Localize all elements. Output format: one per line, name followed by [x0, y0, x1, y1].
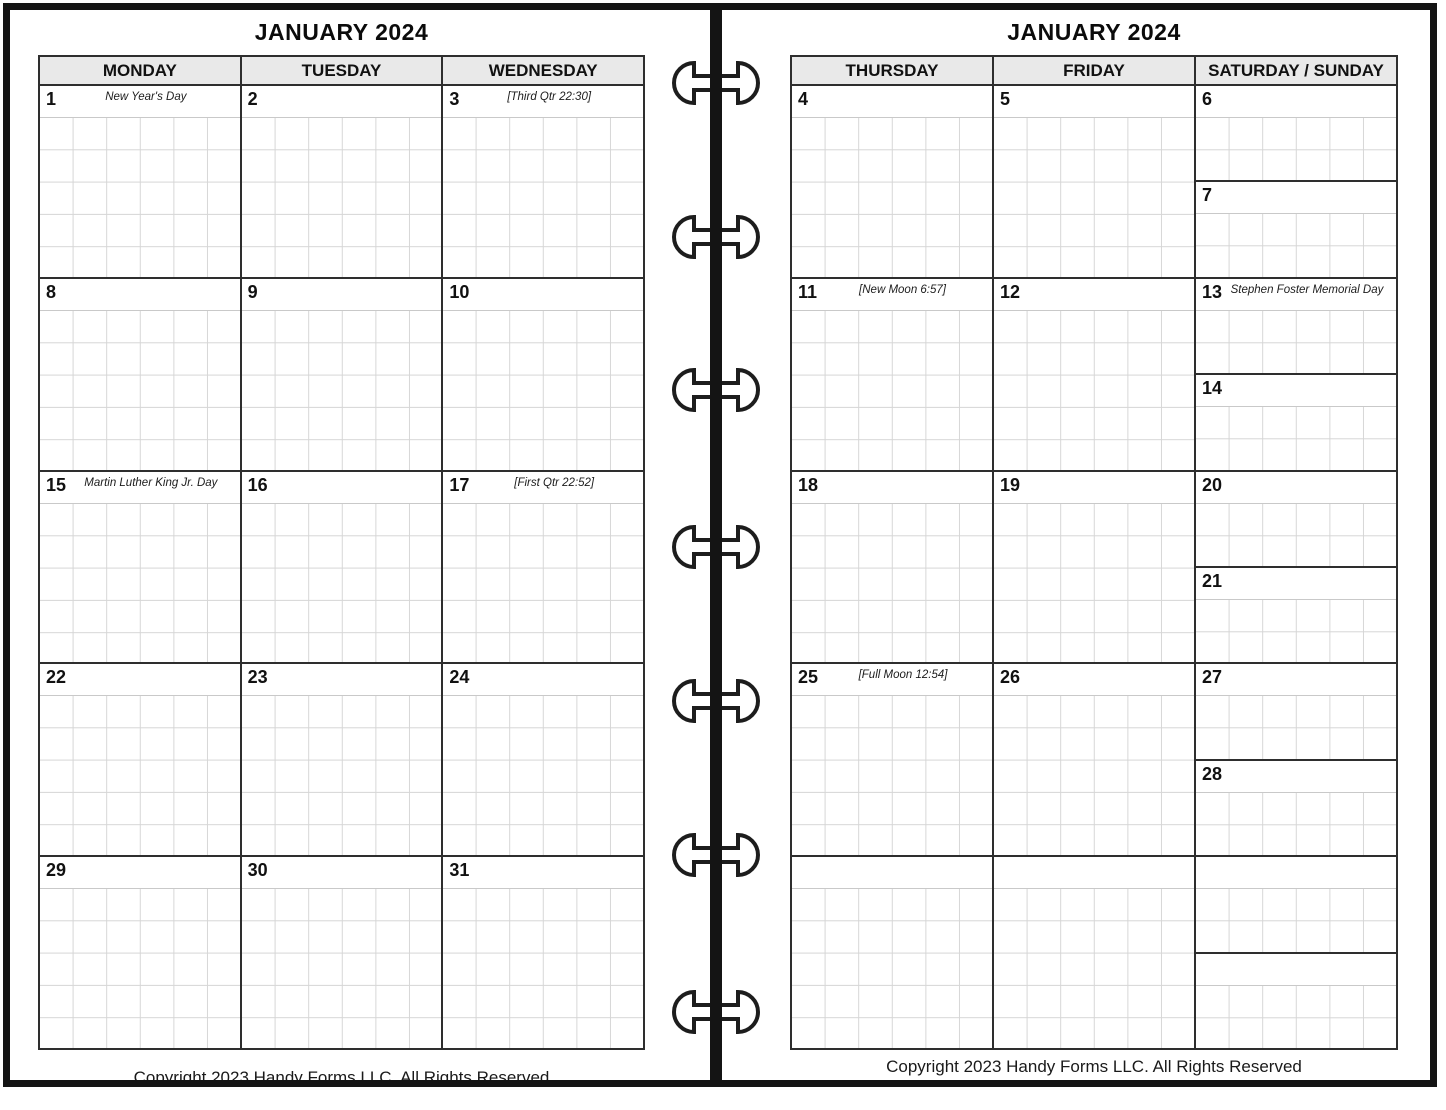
day-band [443, 857, 643, 889]
day-band [1196, 664, 1396, 696]
day-cell [40, 664, 242, 855]
day-number: 9 [247, 281, 258, 302]
day-note [268, 859, 438, 862]
day-note: Stephen Foster Memorial Day [1230, 283, 1384, 296]
day-band [242, 279, 442, 311]
day-number: 22 [46, 667, 67, 688]
day-band [1196, 857, 1396, 889]
day-note [798, 859, 988, 862]
day-note [1212, 88, 1392, 91]
month-title-right: JANUARY 2024 [1007, 19, 1181, 45]
day-number: 5 [1000, 89, 1011, 109]
day-band [242, 857, 442, 889]
day-note: Martin Luther King Jr. Day [84, 476, 218, 489]
week-row [40, 277, 643, 470]
day-number: 3 [449, 89, 460, 109]
day-number: 12 [1000, 281, 1021, 302]
day-band [242, 664, 442, 696]
writing-grid [443, 504, 643, 663]
binder-spine [710, 3, 722, 1087]
day-number: 20 [1202, 474, 1223, 495]
day-band [1196, 375, 1396, 407]
day-band [1196, 182, 1396, 214]
day-note: [Full Moon 12:54] [858, 669, 948, 682]
day-note [268, 666, 438, 669]
writing-grid [40, 696, 240, 855]
day-header-monday: MONDAY [40, 57, 242, 84]
week-row [40, 855, 643, 1048]
day-number: 31 [449, 860, 470, 881]
day-cell [443, 857, 643, 1048]
day-cell [242, 857, 444, 1048]
day-cell [242, 86, 444, 277]
writing-grid [792, 889, 992, 1048]
day-band [994, 664, 1194, 696]
day-note [258, 281, 438, 284]
week-row [792, 84, 1396, 277]
day-cell [242, 472, 444, 663]
writing-grid [792, 696, 992, 855]
day-cell [792, 279, 994, 470]
sunday-cell [1196, 373, 1396, 469]
day-number: 14 [1202, 378, 1223, 399]
writing-grid [994, 504, 1194, 663]
day-number: 17 [449, 474, 470, 495]
day-band [443, 664, 643, 696]
day-note: [Third Qtr 22:30] [507, 91, 592, 103]
day-band [994, 279, 1194, 311]
writing-grid [1196, 889, 1396, 951]
day-band [792, 664, 992, 696]
day-band [994, 857, 1194, 889]
day-note [1202, 859, 1392, 862]
day-band [1196, 279, 1396, 311]
day-cell [40, 472, 242, 663]
week-row [40, 84, 643, 277]
day-note [1222, 377, 1392, 380]
day-band [994, 472, 1194, 504]
day-band [792, 86, 992, 118]
day-number: 25 [798, 667, 819, 688]
writing-grid [792, 118, 992, 277]
month-table-left [38, 55, 645, 1050]
day-note [268, 474, 438, 477]
writing-grid [1196, 214, 1396, 276]
day-band [792, 472, 992, 504]
day-note: [First Qtr 22:52] [514, 476, 595, 489]
day-band [40, 279, 240, 311]
day-note [1000, 859, 1190, 862]
writing-grid [994, 311, 1194, 470]
writing-grid [443, 118, 643, 277]
writing-grid [40, 118, 240, 277]
writing-grid [1196, 311, 1396, 373]
day-header-saturday-sunday: SATURDAY / SUNDAY [1208, 60, 1384, 80]
day-header-wednesday: WEDNESDAY [488, 60, 598, 80]
day-number: 7 [1202, 185, 1213, 206]
week-row [792, 277, 1396, 470]
day-band [40, 472, 240, 504]
day-band [792, 857, 992, 889]
day-note [1222, 763, 1392, 766]
day-number: 21 [1202, 571, 1223, 591]
day-cell [994, 472, 1196, 663]
copyright-text-right: Copyright 2023 Handy Forms LLC. All Rights Reserved [886, 1057, 1302, 1076]
day-band [242, 86, 442, 118]
day-band [40, 664, 240, 696]
day-number: 26 [1000, 667, 1021, 688]
weekend-cell [1196, 279, 1396, 470]
day-number: 30 [247, 860, 268, 881]
day-number: 23 [247, 667, 268, 688]
day-cell [792, 664, 994, 855]
writing-grid [242, 118, 442, 277]
weekend-cell [1196, 472, 1396, 663]
day-note [1212, 184, 1392, 187]
writing-grid [994, 889, 1194, 1048]
writing-grid [242, 889, 442, 1048]
day-number: 28 [1202, 763, 1223, 784]
day-number: 8 [46, 281, 57, 302]
day-number: 19 [1000, 474, 1021, 495]
day-number: 1 [46, 89, 57, 109]
day-band [1196, 568, 1396, 600]
day-cell [443, 86, 643, 277]
day-cell [40, 86, 242, 277]
day-note [1222, 666, 1392, 669]
writing-grid [1196, 504, 1396, 566]
day-number: 24 [449, 667, 470, 688]
day-note [1010, 88, 1190, 91]
week-row [792, 855, 1396, 1048]
day-number: 15 [46, 474, 67, 495]
day-note [56, 281, 236, 284]
writing-grid [242, 311, 442, 470]
day-number: 4 [798, 89, 809, 109]
day-cell [792, 472, 994, 663]
day-note [66, 859, 236, 862]
sunday-cell [1196, 759, 1396, 855]
saturday-cell [1196, 472, 1396, 566]
sunday-cell [1196, 180, 1396, 276]
day-number: 6 [1202, 89, 1213, 109]
day-note [1222, 474, 1392, 477]
day-note [1020, 474, 1190, 477]
day-cell [994, 279, 1196, 470]
writing-grid [40, 504, 240, 663]
writing-grid [40, 889, 240, 1048]
week-row [792, 470, 1396, 663]
day-note [469, 859, 639, 862]
day-cell [40, 279, 242, 470]
day-band [1196, 472, 1396, 504]
day-cell [40, 857, 242, 1048]
copyright-text-left: Copyright 2023 Handy Forms LLC. All Rights Reserved [133, 1068, 550, 1087]
day-note [1222, 570, 1392, 573]
day-band [1196, 761, 1396, 793]
day-number: 27 [1202, 667, 1223, 688]
writing-grid [1196, 118, 1396, 180]
day-cell [242, 664, 444, 855]
day-note [1020, 281, 1190, 284]
writing-grid [443, 311, 643, 470]
month-title-left: JANUARY 2024 [254, 19, 429, 45]
day-note: [New Moon 6:57] [859, 283, 946, 296]
day-note [469, 281, 639, 284]
writing-grid [792, 504, 992, 663]
writing-grid [1196, 407, 1396, 469]
day-cell [242, 279, 444, 470]
day-band [994, 86, 1194, 118]
sunday-cell [1196, 952, 1396, 1048]
day-cell [443, 279, 643, 470]
day-band [1196, 954, 1396, 986]
day-note [1202, 956, 1392, 959]
writing-grid [1196, 793, 1396, 855]
day-cell [792, 857, 994, 1048]
day-header-row [792, 57, 1396, 84]
day-note [66, 666, 236, 669]
day-band [443, 472, 643, 504]
writing-grid [242, 696, 442, 855]
writing-grid [1196, 986, 1396, 1048]
day-number: 13 [1202, 281, 1223, 302]
weekend-cell [1196, 857, 1396, 1048]
writing-grid [443, 889, 643, 1048]
writing-grid [994, 696, 1194, 855]
day-band [792, 279, 992, 311]
day-band [242, 472, 442, 504]
writing-grid [242, 504, 442, 663]
day-note [808, 88, 988, 91]
day-band [443, 279, 643, 311]
day-number: 29 [46, 860, 67, 881]
day-number: 2 [247, 89, 258, 109]
day-cell [994, 857, 1196, 1048]
week-row [40, 662, 643, 855]
day-note [818, 474, 988, 477]
writing-grid [792, 311, 992, 470]
month-table-right [790, 55, 1398, 1050]
week-row [792, 662, 1396, 855]
day-cell [792, 86, 994, 277]
day-band [1196, 86, 1396, 118]
day-note: New Year's Day [105, 91, 187, 103]
writing-grid [994, 118, 1194, 277]
saturday-cell [1196, 279, 1396, 373]
day-number: 16 [247, 474, 268, 495]
day-note [469, 666, 639, 669]
day-cell [994, 86, 1196, 277]
day-number: 11 [798, 281, 818, 302]
day-cell [994, 664, 1196, 855]
sunday-cell [1196, 566, 1396, 662]
saturday-cell [1196, 86, 1396, 180]
day-number: 18 [798, 474, 819, 495]
weekend-cell [1196, 86, 1396, 277]
day-band [443, 86, 643, 118]
day-header-tuesday: TUESDAY [242, 57, 444, 84]
day-header-friday: FRIDAY [994, 57, 1196, 84]
saturday-cell [1196, 664, 1396, 758]
day-cell [443, 472, 643, 663]
week-row [40, 470, 643, 663]
writing-grid [1196, 600, 1396, 662]
day-number: 10 [449, 281, 470, 302]
day-cell [443, 664, 643, 855]
day-header-row [40, 57, 643, 84]
writing-grid [40, 311, 240, 470]
weekend-cell [1196, 664, 1396, 855]
writing-grid [443, 696, 643, 855]
day-note [258, 88, 438, 91]
saturday-cell [1196, 857, 1396, 951]
day-band [40, 857, 240, 889]
writing-grid [1196, 696, 1396, 758]
day-band [40, 86, 240, 118]
day-note [1020, 666, 1190, 669]
day-header-thursday: THURSDAY [792, 57, 994, 84]
